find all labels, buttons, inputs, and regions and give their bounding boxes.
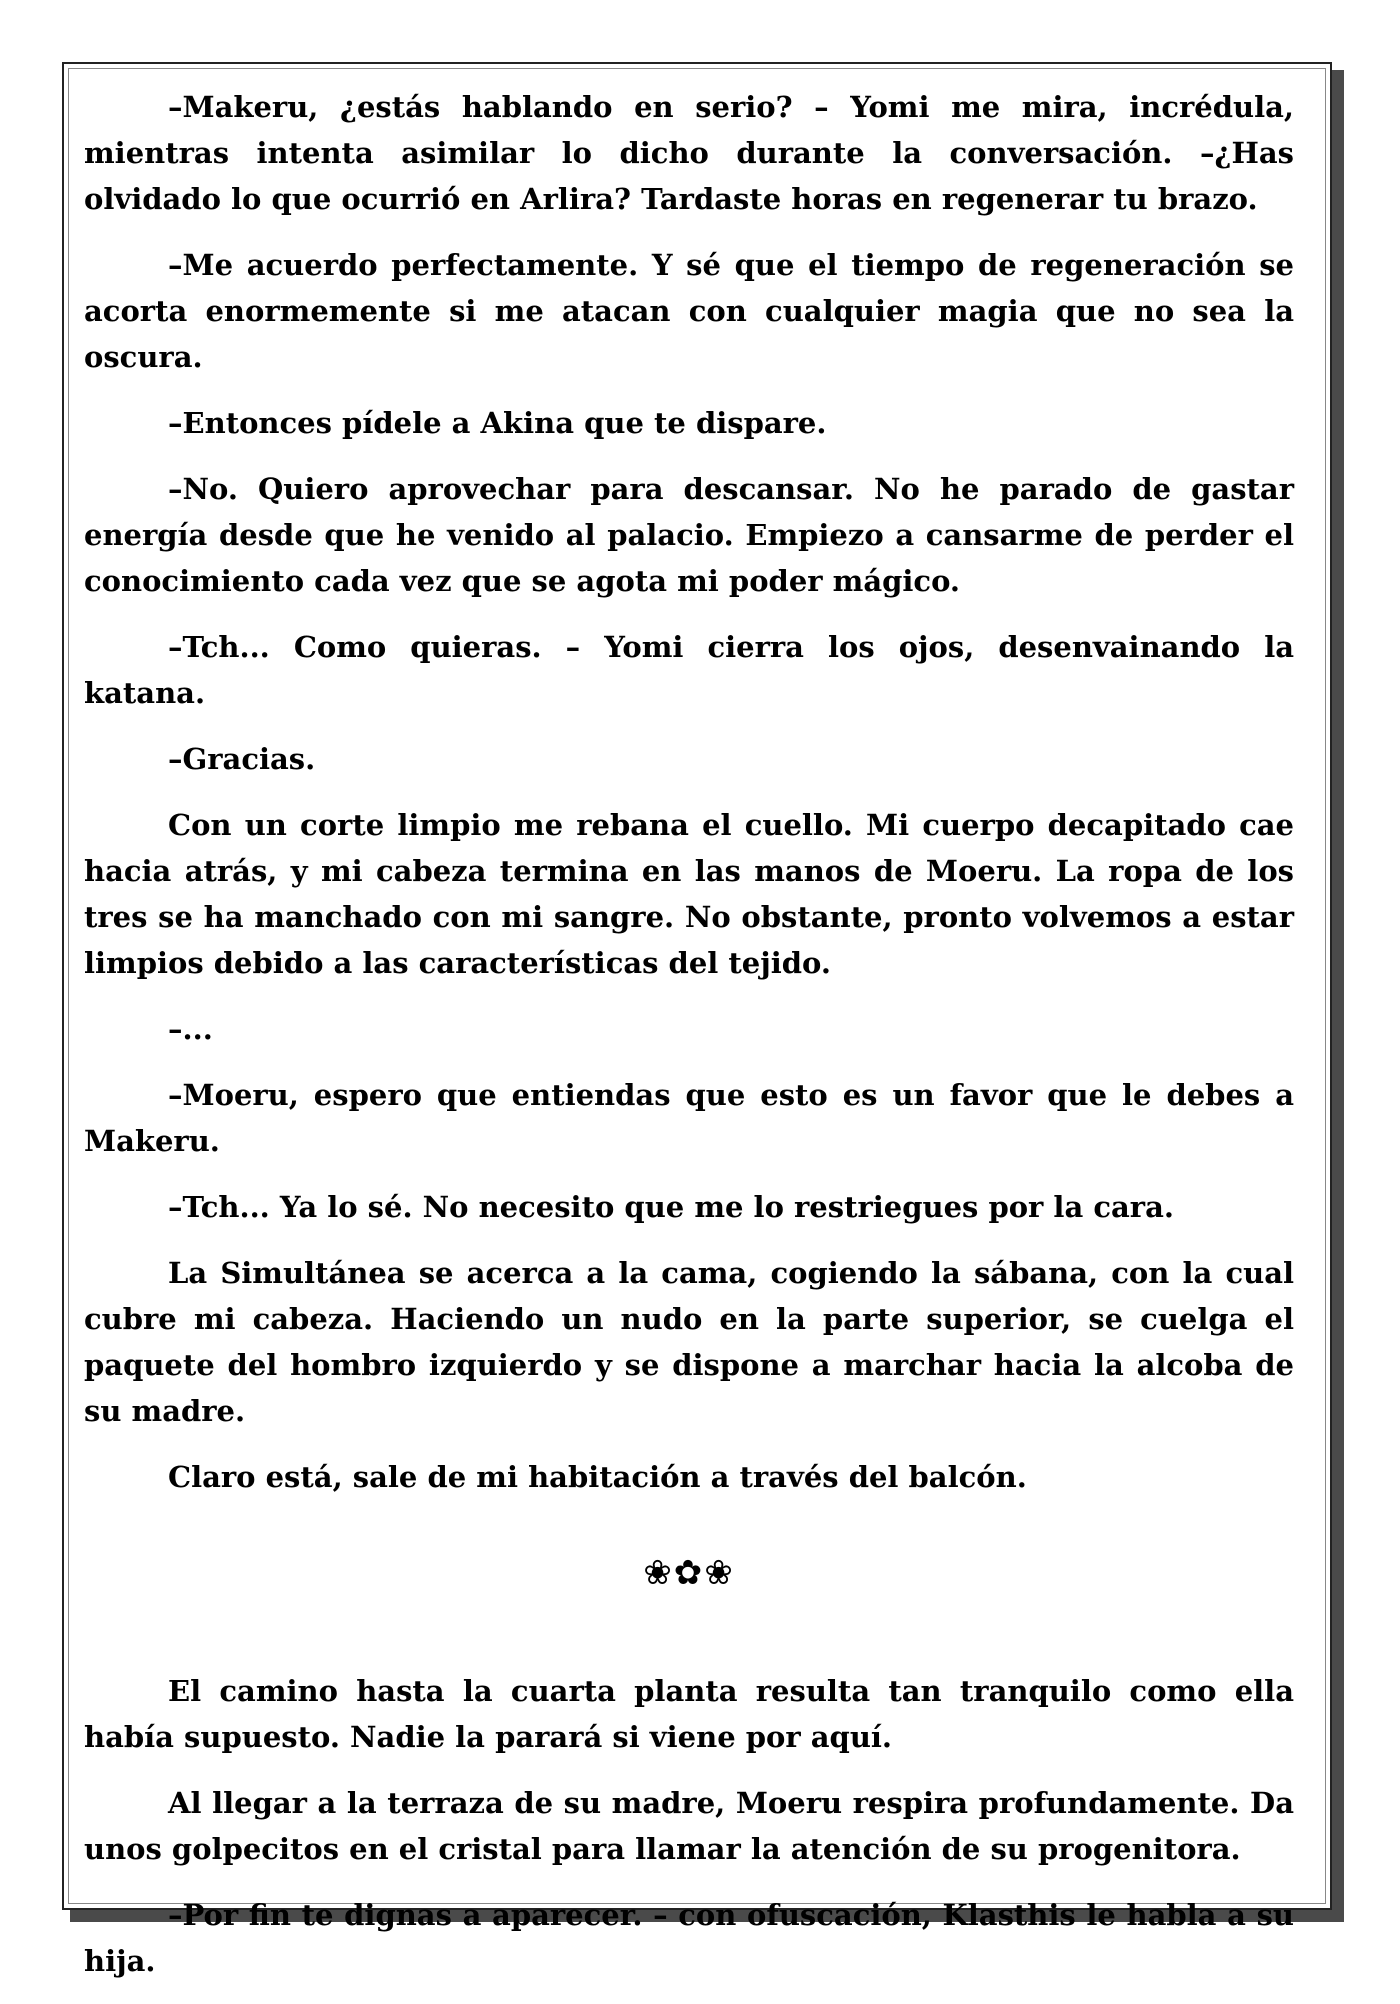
paragraph: –Me acuerdo perfectamente. Y sé que el tiempo de regeneración se acorta enormemente si me atacan con cualquier magia que no sea la oscura. <box>84 248 1294 374</box>
paragraph: El camino hasta la cuarta planta resulta tan tranquilo como ella había supuesto. Nadie la parará si viene por aquí. <box>84 1674 1294 1754</box>
paragraph: –Tch... Ya lo sé. No necesito que me lo restriegues por la cara. <box>168 1190 1174 1224</box>
paragraph: –Entonces pídele a Akina que te dispare. <box>168 406 827 440</box>
paragraph: –No. Quiero aprovechar para descansar. No he parado de gastar energía desde que he venido al palacio. Empiezo a cansarme de perder el conocimiento cada vez que se agota mi poder mágico. <box>84 472 1294 598</box>
section-break-flower-icon: ❀✿❀ <box>643 1553 735 1593</box>
paragraph: –Gracias. <box>168 742 316 776</box>
paragraph: Claro está, sale de mi habitación a través del balcón. <box>168 1460 1027 1494</box>
paragraph: –Makeru, ¿estás hablando en serio? – Yomi me mira, incrédula, mientras intenta asimilar lo dicho durante la conversación. –¿Has olvidado lo que ocurrió en Arlira? Tardaste horas en regenerar tu brazo. <box>84 90 1294 216</box>
paragraph: –Tch... Como quieras. – Yomi cierra los ojos, desenvainando la katana. <box>84 630 1294 710</box>
paragraph: –Moeru, espero que entiendas que esto es un favor que le debes a Makeru. <box>84 1078 1294 1158</box>
paragraph: –... <box>168 1012 213 1046</box>
paragraph: –Por fin te dignas a aparecer. – con ofuscación, Klasthis le habla a su hija. <box>84 1898 1294 1978</box>
paragraph: Con un corte limpio me rebana el cuello. Mi cuerpo decapitado cae hacia atrás, y mi cabeza termina en las manos de Moeru. La ropa de los tres se ha manchado con mi sangre. No obstante, pronto volvemos a estar limpios debido a las características del tejido. <box>84 808 1294 980</box>
paragraph: La Simultánea se acerca a la cama, cogiendo la sábana, con la cual cubre mi cabeza. Haciendo un nudo en la parte superior, se cuelga el paquete del hombro izquierdo y se dispone a marchar hacia la alcoba de su madre. <box>84 1256 1294 1428</box>
paragraph: Al llegar a la terraza de su madre, Moeru respira profundamente. Da unos golpecitos en el cristal para llamar la atención de su progenitora. <box>84 1786 1294 1866</box>
page-text <box>84 84 1294 2004</box>
